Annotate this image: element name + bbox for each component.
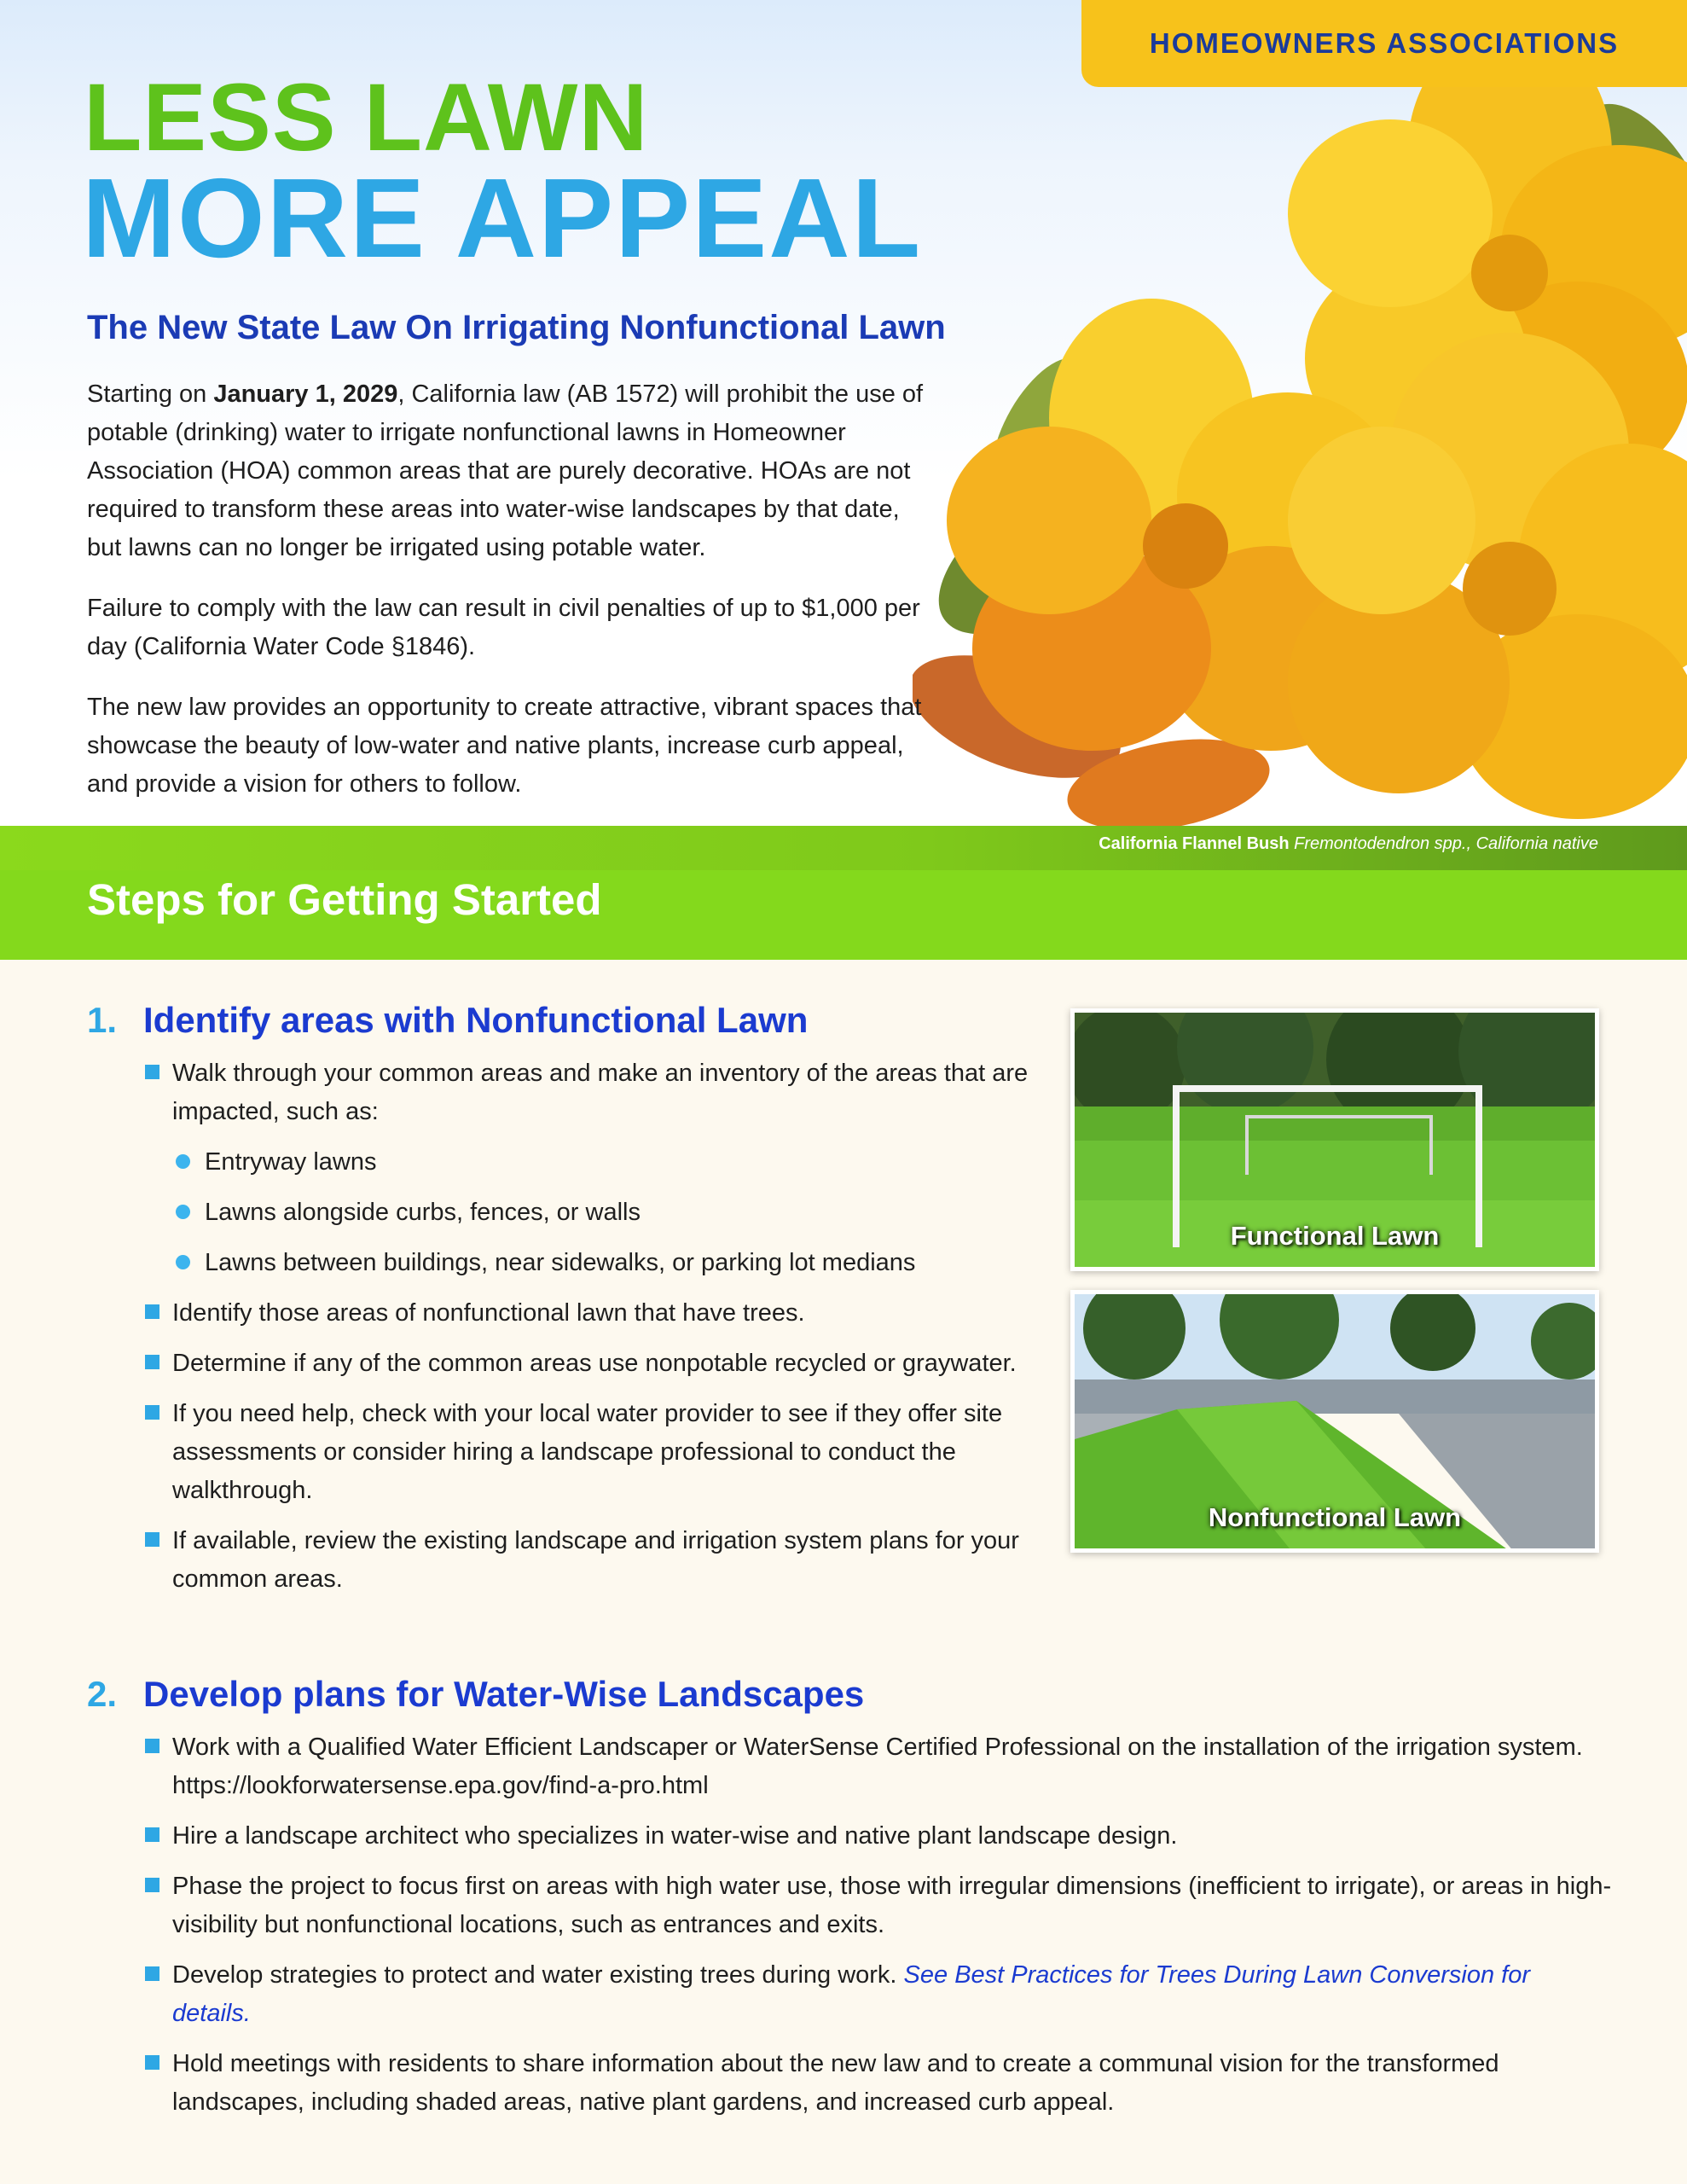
- step-1-title: Identify areas with Nonfunctional Lawn: [143, 1000, 809, 1040]
- intro-p1-date: January 1, 2029: [213, 380, 398, 408]
- functional-lawn-photo: [1070, 1008, 1599, 1271]
- list-item: If available, review the existing landscape and irrigation system plans for your common areas.: [145, 1522, 1032, 1599]
- caption-plant-name: California Flannel Bush: [1099, 834, 1290, 853]
- nonfunctional-lawn-photo: [1070, 1290, 1599, 1553]
- step-2-list: [145, 1728, 1612, 2134]
- functional-lawn-label: Functional Lawn: [1230, 1221, 1440, 1251]
- title-line-2: MORE APPEAL: [82, 155, 923, 281]
- intro-paragraph-3: The new law provides an opportunity to create attractive, vibrant spaces that showcase the beauty of low-water and native plants, increase curb appeal, and provide a vision for others to follow.: [87, 694, 922, 798]
- intro-text: [87, 375, 940, 826]
- list-item: Walk through your common areas and make an inventory of the areas that are impacted, such as:: [145, 1054, 1032, 1131]
- intro-paragraph-1: [87, 375, 940, 567]
- photo-caption: [1099, 834, 1598, 854]
- steps-title: Steps for Getting Started: [87, 875, 602, 924]
- intro-p1-rest: , California law (AB 1572) will prohibit the use of potable (drinking) water to irrigate nonfunctional lawns in Homeowner Association (HOA) common areas that are purely decorative. HOAs are not required to transform these areas into water-wise landscapes by that date, but lawns can no longer be irrigated using potable water.: [87, 380, 924, 561]
- step-1-number: 1.: [87, 1000, 118, 1040]
- step-1-list: [145, 1054, 1032, 1611]
- list-item-text: Develop strategies to protect and water existing trees during work.: [172, 1961, 904, 1989]
- step-2-number: 2.: [87, 1674, 118, 1714]
- list-item: If you need help, check with your local water provider to see if they offer site assessments or consider hiring a landscape professional to conduct the walkthrough.: [145, 1395, 1032, 1510]
- flannel-bush-flower-image: [913, 68, 1687, 828]
- list-item: Hire a landscape architect who specializes in water-wise and native plant landscape design.: [145, 1817, 1612, 1856]
- step-1-heading: [87, 1000, 808, 1041]
- hero-section: [0, 0, 1687, 828]
- list-item: Work with a Qualified Water Efficient Landscaper or WaterSense Certified Professional on the installation of the irrigation system. https://lookforwatersense.epa.gov/find-a-pro.html: [145, 1728, 1612, 1805]
- list-subitem: Lawns between buildings, near sidewalks, or parking lot medians: [145, 1244, 1032, 1282]
- caption-plant-details: Fremontodendron spp., California native: [1294, 834, 1598, 853]
- intro-subhead: The New State Law On Irrigating Nonfunctional Lawn: [87, 309, 946, 346]
- step-2-title: Develop plans for Water-Wise Landscapes: [143, 1674, 865, 1714]
- intro-paragraph-2: Failure to comply with the law can result in civil penalties of up to $1,000 per day (California Water Code §1846).: [87, 595, 920, 660]
- step-2-heading: [87, 1674, 864, 1715]
- list-item: [145, 1956, 1612, 2033]
- list-item: Determine if any of the common areas use nonpotable recycled or graywater.: [145, 1345, 1032, 1383]
- title-line-1: LESS LAWN: [84, 64, 649, 171]
- list-item: Identify those areas of nonfunctional lawn that have trees.: [145, 1294, 1032, 1333]
- list-item: Hold meetings with residents to share information about the new law and to create a communal vision for the transformed landscapes, including shaded areas, native plant gardens, and increased curb appeal.: [145, 2045, 1612, 2122]
- list-subitem: Entryway lawns: [145, 1143, 1032, 1182]
- best-practices-link[interactable]: See Best Practices for Trees During Lawn Conversion for details.: [172, 1961, 1530, 2027]
- list-item: Phase the project to focus first on areas with high water use, those with irregular dimensions (inefficient to irrigate), or areas in high-visibility but nonfunctional locations, such as entrances and exits.: [145, 1867, 1612, 1944]
- nonfunctional-lawn-label: Nonfunctional Lawn: [1208, 1502, 1462, 1532]
- list-subitem: Lawns alongside curbs, fences, or walls: [145, 1194, 1032, 1232]
- intro-p1-start: Starting on: [87, 380, 214, 408]
- audience-tag: HOMEOWNERS ASSOCIATIONS: [1081, 0, 1687, 87]
